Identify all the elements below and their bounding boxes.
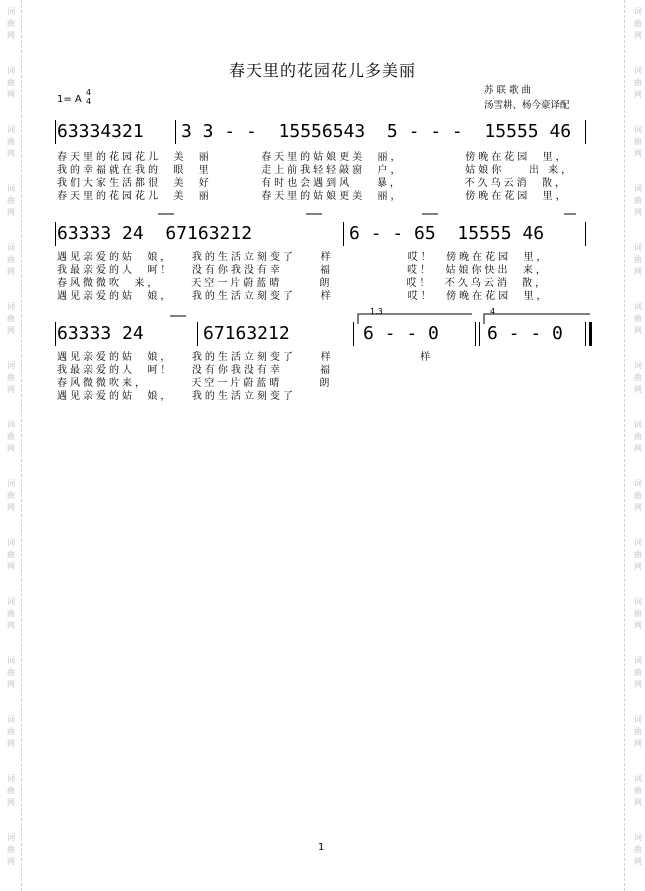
watermark-glyph-group (4, 360, 18, 396)
composer-credit: 苏 联 歌 曲 (484, 85, 532, 96)
watermark-char: 网 (634, 444, 642, 453)
right-dashed-rule (624, 0, 625, 891)
watermark-char: 曲 (634, 727, 642, 736)
watermark-glyph-group (631, 6, 645, 42)
watermark-char: 网 (634, 267, 642, 276)
watermark-char: 网 (7, 385, 15, 394)
watermark-char: 曲 (634, 432, 642, 441)
watermark-char: 词 (634, 420, 642, 429)
repeat-barline (475, 322, 476, 346)
lyric-row3-verse4: 遇见亲爱的姑 娘， 我的生活立刻变了 (57, 391, 296, 402)
final-barline-thick (589, 322, 592, 346)
barline (175, 120, 176, 144)
watermark-char: 曲 (634, 196, 642, 205)
watermark-glyph-group (631, 360, 645, 396)
watermark-char: 曲 (634, 137, 642, 146)
left-margin-watermark (0, 0, 22, 891)
watermark-char: 词 (634, 243, 642, 252)
volta-first-label: 1.3 (370, 307, 383, 316)
watermark-char: 网 (634, 562, 642, 571)
measure-group-2b: 6 - - 65 15555 46 (349, 223, 545, 244)
watermark-char: 网 (634, 798, 642, 807)
barline (55, 222, 56, 246)
row2-ornaments (150, 208, 580, 222)
barline (55, 120, 56, 144)
watermark-glyph-group (4, 714, 18, 750)
watermark-char: 网 (634, 385, 642, 394)
watermark-char: 词 (7, 656, 15, 665)
watermark-glyph-group (631, 478, 645, 514)
watermark-glyph-group (4, 537, 18, 573)
watermark-char: 词 (634, 184, 642, 193)
watermark-char: 词 (634, 479, 642, 488)
watermark-char: 网 (634, 149, 642, 158)
right-margin-watermark (623, 0, 645, 891)
watermark-char: 词 (634, 66, 642, 75)
watermark-char: 词 (7, 243, 15, 252)
watermark-glyph-group (631, 596, 645, 632)
measure-group-1: 3 3 - - 15556543 5 - - - 15555 46 (181, 121, 572, 142)
watermark-glyph-group (631, 773, 645, 809)
lyric-row1-verse3: 我们大家生活都很 美 好 有时也会遇到风 暴， 不久乌云消 散， (57, 178, 569, 189)
watermark-glyph-group (631, 301, 645, 337)
lyric-row1-verse2: 我的幸福就在我的 眼 里 走上前我轻轻敲窗 户， 姑娘你 出 来， (57, 165, 575, 176)
lyric-row2-verse4: 遇见亲爱的姑 娘， 我的生活立刻变了 样 哎！ 傍晚在花园 里， (57, 291, 550, 302)
lyric-row2-verse1: 遇见亲爱的姑 娘， 我的生活立刻变了 样 哎！ 傍晚在花园 里， (57, 252, 550, 263)
watermark-char: 网 (7, 90, 15, 99)
lyric-row2-verse3: 春风微微吹 来， 天空一片蔚蓝晴 朗 哎！ 不久乌云消 散， (57, 278, 549, 289)
barline (343, 222, 344, 246)
barline (585, 222, 586, 246)
time-signature-bottom: 4 (86, 97, 92, 106)
left-dashed-rule (21, 0, 22, 891)
watermark-char: 词 (634, 7, 642, 16)
watermark-char: 词 (634, 656, 642, 665)
measure-group-3b: 67163212 (203, 323, 290, 344)
watermark-char: 词 (7, 597, 15, 606)
watermark-char: 网 (7, 444, 15, 453)
watermark-char: 曲 (634, 845, 642, 854)
watermark-char: 词 (7, 774, 15, 783)
watermark-glyph-group (631, 714, 645, 750)
watermark-char: 词 (634, 538, 642, 547)
watermark-char: 曲 (7, 137, 15, 146)
final-barline (585, 322, 586, 346)
watermark-char: 网 (634, 326, 642, 335)
watermark-char: 曲 (7, 19, 15, 28)
watermark-glyph-group (631, 537, 645, 573)
barline (55, 322, 56, 346)
watermark-char: 网 (7, 267, 15, 276)
watermark-char: 网 (634, 739, 642, 748)
watermark-char: 曲 (634, 19, 642, 28)
watermark-glyph-group (631, 124, 645, 160)
watermark-char: 曲 (7, 727, 15, 736)
watermark-char: 曲 (7, 314, 15, 323)
watermark-glyph-group (4, 124, 18, 160)
volta-second-label: 4 (490, 307, 496, 316)
watermark-char: 网 (634, 857, 642, 866)
watermark-char: 词 (634, 361, 642, 370)
watermark-char: 词 (634, 302, 642, 311)
watermark-char: 曲 (7, 373, 15, 382)
watermark-char: 词 (7, 361, 15, 370)
ending-second: 6 - - 0 (487, 323, 563, 344)
watermark-char: 词 (634, 833, 642, 842)
watermark-char: 曲 (634, 373, 642, 382)
watermark-glyph-group (631, 419, 645, 455)
watermark-char: 曲 (7, 78, 15, 87)
watermark-glyph-group (4, 655, 18, 691)
watermark-char: 网 (7, 503, 15, 512)
watermark-char: 曲 (634, 550, 642, 559)
watermark-char: 词 (634, 715, 642, 724)
watermark-char: 词 (7, 715, 15, 724)
repeat-barline (479, 322, 480, 346)
watermark-glyph-group (631, 183, 645, 219)
time-signature (86, 88, 91, 106)
watermark-char: 网 (634, 503, 642, 512)
watermark-char: 网 (634, 90, 642, 99)
watermark-glyph-group (4, 242, 18, 278)
watermark-char: 曲 (7, 196, 15, 205)
watermark-char: 曲 (7, 609, 15, 618)
lyric-row3-verse2: 我最亲爱的人 呵！ 没有你我没有幸 福 (57, 365, 333, 376)
watermark-char: 曲 (7, 550, 15, 559)
key-signature: 1= A (57, 94, 82, 105)
watermark-char: 网 (7, 149, 15, 158)
watermark-char: 曲 (634, 314, 642, 323)
watermark-glyph-group (631, 832, 645, 868)
watermark-char: 曲 (634, 786, 642, 795)
watermark-char: 曲 (634, 78, 642, 87)
watermark-char: 曲 (7, 491, 15, 500)
watermark-glyph-group (4, 773, 18, 809)
watermark-char: 网 (7, 739, 15, 748)
watermark-char: 词 (7, 125, 15, 134)
barline (197, 322, 198, 346)
watermark-char: 网 (634, 680, 642, 689)
watermark-char: 词 (7, 184, 15, 193)
watermark-char: 词 (634, 597, 642, 606)
watermark-char: 网 (7, 208, 15, 217)
watermark-char: 词 (634, 125, 642, 134)
song-title: 春天里的花园花儿多美丽 (228, 61, 416, 80)
watermark-char: 网 (7, 857, 15, 866)
watermark-char: 网 (634, 621, 642, 630)
barline (353, 322, 354, 346)
watermark-char: 曲 (7, 786, 15, 795)
watermark-char: 曲 (7, 255, 15, 264)
lyric-row3-verse1: 遇见亲爱的姑 娘， 我的生活立刻变了 样 样 (57, 352, 434, 363)
watermark-char: 词 (7, 7, 15, 16)
watermark-char: 词 (7, 66, 15, 75)
measure-group-3a: 63333 24 (57, 323, 144, 344)
watermark-glyph-group (4, 301, 18, 337)
time-signature-top: 4 (86, 88, 92, 97)
watermark-char: 词 (7, 420, 15, 429)
watermark-char: 词 (7, 479, 15, 488)
watermark-char: 网 (7, 621, 15, 630)
watermark-char: 词 (7, 538, 15, 547)
lyric-row2-verse2: 我最亲爱的人 呵！ 没有你我没有幸 福 哎！ 姑娘你快出 来， (57, 265, 549, 276)
ending-first: 6 - - 0 (363, 323, 439, 344)
watermark-glyph-group (631, 655, 645, 691)
watermark-char: 网 (7, 680, 15, 689)
translator-credit: 汤雪耕、杨今豪译配 (484, 100, 570, 111)
watermark-char: 网 (634, 31, 642, 40)
watermark-char: 网 (634, 208, 642, 217)
watermark-char: 曲 (634, 609, 642, 618)
watermark-char: 网 (7, 798, 15, 807)
watermark-glyph-group (4, 478, 18, 514)
watermark-glyph-group (4, 832, 18, 868)
watermark-char: 曲 (7, 432, 15, 441)
watermark-glyph-group (4, 419, 18, 455)
watermark-char: 网 (7, 326, 15, 335)
measure-1: 63334321 (57, 121, 144, 142)
watermark-glyph-group (4, 6, 18, 42)
watermark-char: 曲 (634, 668, 642, 677)
lyric-row3-verse3: 春风微微吹来， 天空一片蔚蓝晴 朗 (57, 378, 333, 389)
page-number: 1 (318, 842, 325, 853)
watermark-glyph-group (4, 596, 18, 632)
watermark-glyph-group (4, 183, 18, 219)
watermark-char: 曲 (634, 491, 642, 500)
watermark-char: 曲 (7, 845, 15, 854)
watermark-glyph-group (631, 242, 645, 278)
lyric-row1-verse1: 春天里的花园花儿 美 丽 春天里的姑娘更美 丽， 傍晚在花园 里， (57, 152, 569, 163)
lyric-row1-verse4: 春天里的花园花儿 美 丽 春天里的姑娘更美 丽， 傍晚在花园 里， (57, 191, 569, 202)
measure-group-2a: 63333 24 67163212 (57, 223, 253, 244)
barline (585, 120, 586, 144)
watermark-char: 词 (634, 774, 642, 783)
watermark-char: 曲 (7, 668, 15, 677)
watermark-char: 词 (7, 302, 15, 311)
watermark-char: 网 (7, 31, 15, 40)
watermark-char: 词 (7, 833, 15, 842)
watermark-char: 曲 (634, 255, 642, 264)
watermark-char: 网 (7, 562, 15, 571)
